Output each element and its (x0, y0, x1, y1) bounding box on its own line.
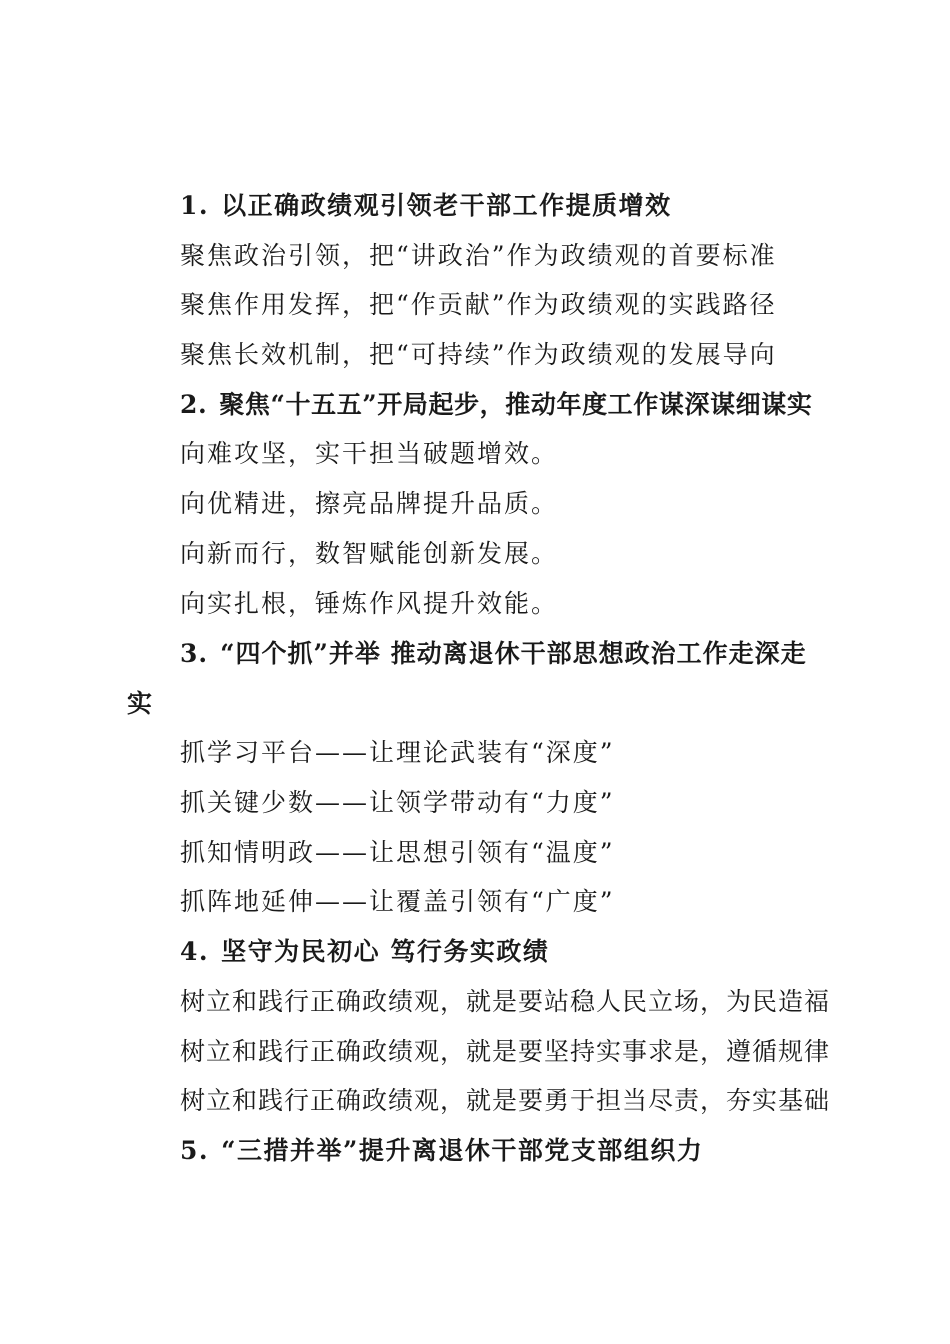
list-item: 抓阵地延伸——让覆盖引领有“广度” (180, 887, 615, 916)
section-title: 聚焦“十五五”开局起步，推动年度工作谋深谋细谋实 (219, 390, 813, 419)
section-number: 1. (180, 191, 210, 220)
list-item: 树立和践行正确政绩观，就是要坚持实事求是，遵循规律 (180, 1037, 831, 1066)
list-item: 向难攻坚，实干担当破题增效。 (180, 439, 559, 468)
list-item: 聚焦政治引领，把“讲政治”作为政绩观的首要标准 (180, 241, 777, 270)
list-item: 抓学习平台——让理论武装有“深度” (180, 738, 615, 767)
section-number: 5. (180, 1136, 210, 1165)
list-item: 向实扎根，锤炼作风提升效能。 (180, 589, 559, 618)
list-item: 聚焦长效机制，把“可持续”作为政绩观的发展导向 (180, 340, 777, 369)
section-number: 4. (180, 937, 210, 966)
section-heading (180, 936, 549, 968)
list-item: 向优精进，擦亮品牌提升品质。 (180, 489, 559, 518)
list-item: 聚焦作用发挥，把“作贡献”作为政绩观的实践路径 (180, 290, 777, 319)
list-item: 树立和践行正确政绩观，就是要站稳人民立场，为民造福 (180, 987, 831, 1016)
section-heading (180, 1135, 703, 1167)
list-item: 树立和践行正确政绩观，就是要勇于担当尽责，夯实基础 (180, 1086, 831, 1115)
section-heading (180, 389, 812, 421)
section-title: “三措并举”提升离退休干部党支部组织力 (221, 1136, 704, 1165)
section-title: “四个抓”并举 推动离退休干部思想政治工作走深走 (220, 639, 807, 668)
section-heading (180, 190, 672, 222)
section-title-continuation: 实 (127, 689, 154, 718)
list-item: 向新而行，数智赋能创新发展。 (180, 539, 559, 568)
list-item: 抓知情明政——让思想引领有“温度” (180, 838, 615, 867)
section-number: 3. (180, 639, 209, 668)
list-item: 抓关键少数——让领学带动有“力度” (180, 788, 615, 817)
section-heading (180, 638, 807, 670)
section-title: 以正确政绩观引领老干部工作提质增效 (221, 191, 672, 220)
section-number: 2. (180, 390, 208, 419)
section-title: 坚守为民初心 笃行务实政绩 (221, 937, 550, 966)
